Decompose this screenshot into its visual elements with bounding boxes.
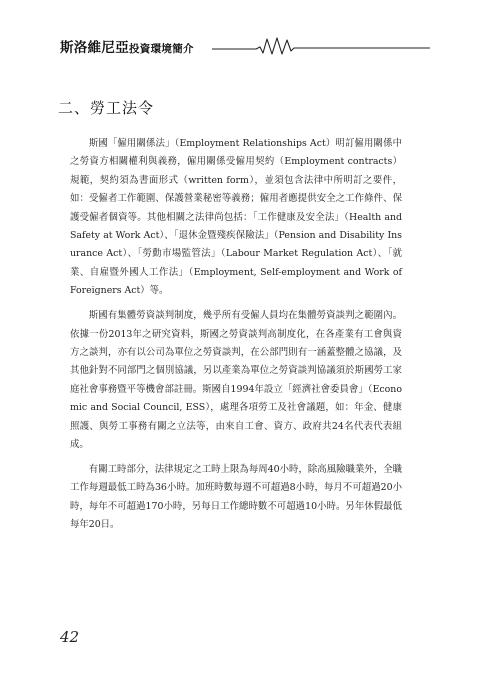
header-title	[60, 36, 194, 56]
paragraph-working-hours: 有關工時部分，法律規定之工時上限為每周40小時，除高風險職業外，全職工作每週最低工時為36小時。加班時數每週不可超過8小時，每月不可超過20小時，每年不可超過170小時，另每日工作總時數不可超過10小時。另年休假最低每年20日。	[70, 463, 402, 531]
header-title-main: 斯洛維尼亞	[60, 40, 129, 56]
page-header	[60, 34, 430, 56]
body-text	[70, 135, 402, 541]
section-title: 二、勞工法令	[58, 99, 155, 117]
page-number: 42	[60, 628, 80, 646]
header-title-sub: 投資環境簡介	[129, 43, 194, 55]
paragraph-collective-bargaining: 斯國有集體勞資談判制度，幾乎所有受僱人員均在集體勞資談判之範圍內。依據一份2013年之研究資料，斯國之勞資談判高制度化，在各產業有工會與資方之談判，亦有以公司為單位之勞資談判，在公部門則有一涵蓋整體之協議，及其他針對不同部門之個別協議，另以產業為單位之勞資談判協議須於斯國勞工家庭社會事務暨平等機會部註冊。斯國自1994年設立「經濟社會委員會」（Economic and Social Council, ESS），處理各項勞工及社會議題，如：年金、健康照護、與勞工事務有關之立法等，由來自工會、資方、政府共24名代表代表組成。	[70, 310, 402, 450]
paragraph-employment-act: 斯國「僱用關係法」（Employment Relationships Act）明訂僱用關係中之勞資方相關權利與義務，僱用關係受僱用契約（Employment contracts）規範，契約須為書面形式（written form），並須包含法律中所明訂之要件，如：受僱者工作範圍、保護營業秘密等義務；僱用者應提供安全之工作條件、保護受僱者個資等。其他相關之法律尚包括：「工作健康及安全法」（Health and Safety at Work Act）、「退休金暨殘疾保險法」（Pension and Disability Insurance Act）、「勞動市場監管法」（Labour Market Regulation Act）、「就業、自雇暨外國人工作法」（Employment, Self-employment and Work of Foreigners Act）等。	[70, 138, 402, 297]
